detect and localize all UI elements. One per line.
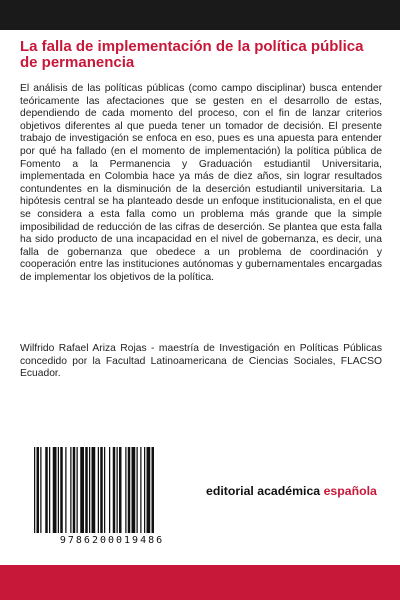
isbn-number: 9786200019486 — [59, 535, 165, 546]
barcode-bar — [125, 447, 126, 533]
barcode-bar — [140, 447, 141, 533]
barcode-bar — [65, 447, 66, 533]
barcode-bar — [49, 447, 50, 533]
barcode-bar — [152, 447, 155, 533]
barcode-bar — [147, 447, 151, 533]
barcode-bar — [37, 447, 40, 533]
publisher-logo — [206, 484, 377, 498]
barcode-bar — [60, 447, 63, 533]
top-dark-band — [0, 0, 400, 30]
barcode-bar — [85, 447, 88, 533]
barcode-bar — [73, 447, 76, 533]
barcode-bar — [92, 447, 96, 533]
barcode-bar — [132, 447, 136, 533]
barcode-bar — [70, 447, 71, 533]
barcode-bar — [98, 447, 99, 533]
barcode-bar — [58, 447, 59, 533]
bottom-accent-band — [0, 565, 400, 600]
barcode-bar — [40, 447, 41, 533]
barcode-bar — [128, 447, 131, 533]
barcode-bar — [119, 447, 122, 533]
barcode-bar — [100, 447, 103, 533]
barcode-bar — [109, 447, 110, 533]
barcode-bar — [45, 447, 48, 533]
barcode-bar — [89, 447, 90, 533]
author-bio: Wilfrido Rafael Ariza Rojas - maestría de Investigación en Políticas Públicas concedido por la Facultad Latinoamericana de Ciencias Sociales, FLACSO Ecuador. — [20, 343, 382, 380]
back-cover-abstract: El análisis de las políticas públicas (como campo disciplinar) busca entender teóricamente las afectaciones que se gesten en el desarrollo de estas, dependiendo de cada momento del proceso, con el fin de lanzar criterios objetivos diferentes al que pueda tener un tomador de decisión. El presente trabajo de investigación se enfoca en eso, pues es una apuesta para entender por qué ha fallado (en el momento de implementación) la política pública de Fomento a la Permanencia y Graduación estudiantil Universitaria, implementada en Colombia hace ya más de diez años, sin lograr resultados contundentes en la disminución de la deserción estudiantil universitaria. La hipótesis central se ha planteado desde un enfoque institucionalista, en el que se considera a esta falla como un problema más grande que la simple imposibilidad de reducción de las cifras de deserción. Se plantea que esta falla ha sido producto de una incapacidad en el nivel de gobernanza, es decir, una falla de gobernanza que obedece a un problema de coordinación y cooperación entre las instituciones autónomas y gubernamentales encargadas de implementar los objetivos de la política. — [20, 83, 382, 283]
barcode-bar — [137, 447, 138, 533]
barcode-bar — [117, 447, 118, 533]
barcode-bar — [113, 447, 116, 533]
barcode-bar — [34, 447, 35, 533]
barcode-bar — [80, 447, 84, 533]
book-title: La falla de implementación de la política pública de permanencia — [20, 38, 364, 71]
barcode-bar — [53, 447, 57, 533]
barcode-bar — [77, 447, 78, 533]
isbn-barcode — [30, 447, 194, 553]
barcode-bars-icon — [30, 447, 194, 533]
publisher-name-accent: española — [323, 484, 377, 498]
publisher-name-main: editorial académica — [206, 484, 324, 498]
barcode-bar — [104, 447, 105, 533]
barcode-bar — [144, 447, 145, 533]
